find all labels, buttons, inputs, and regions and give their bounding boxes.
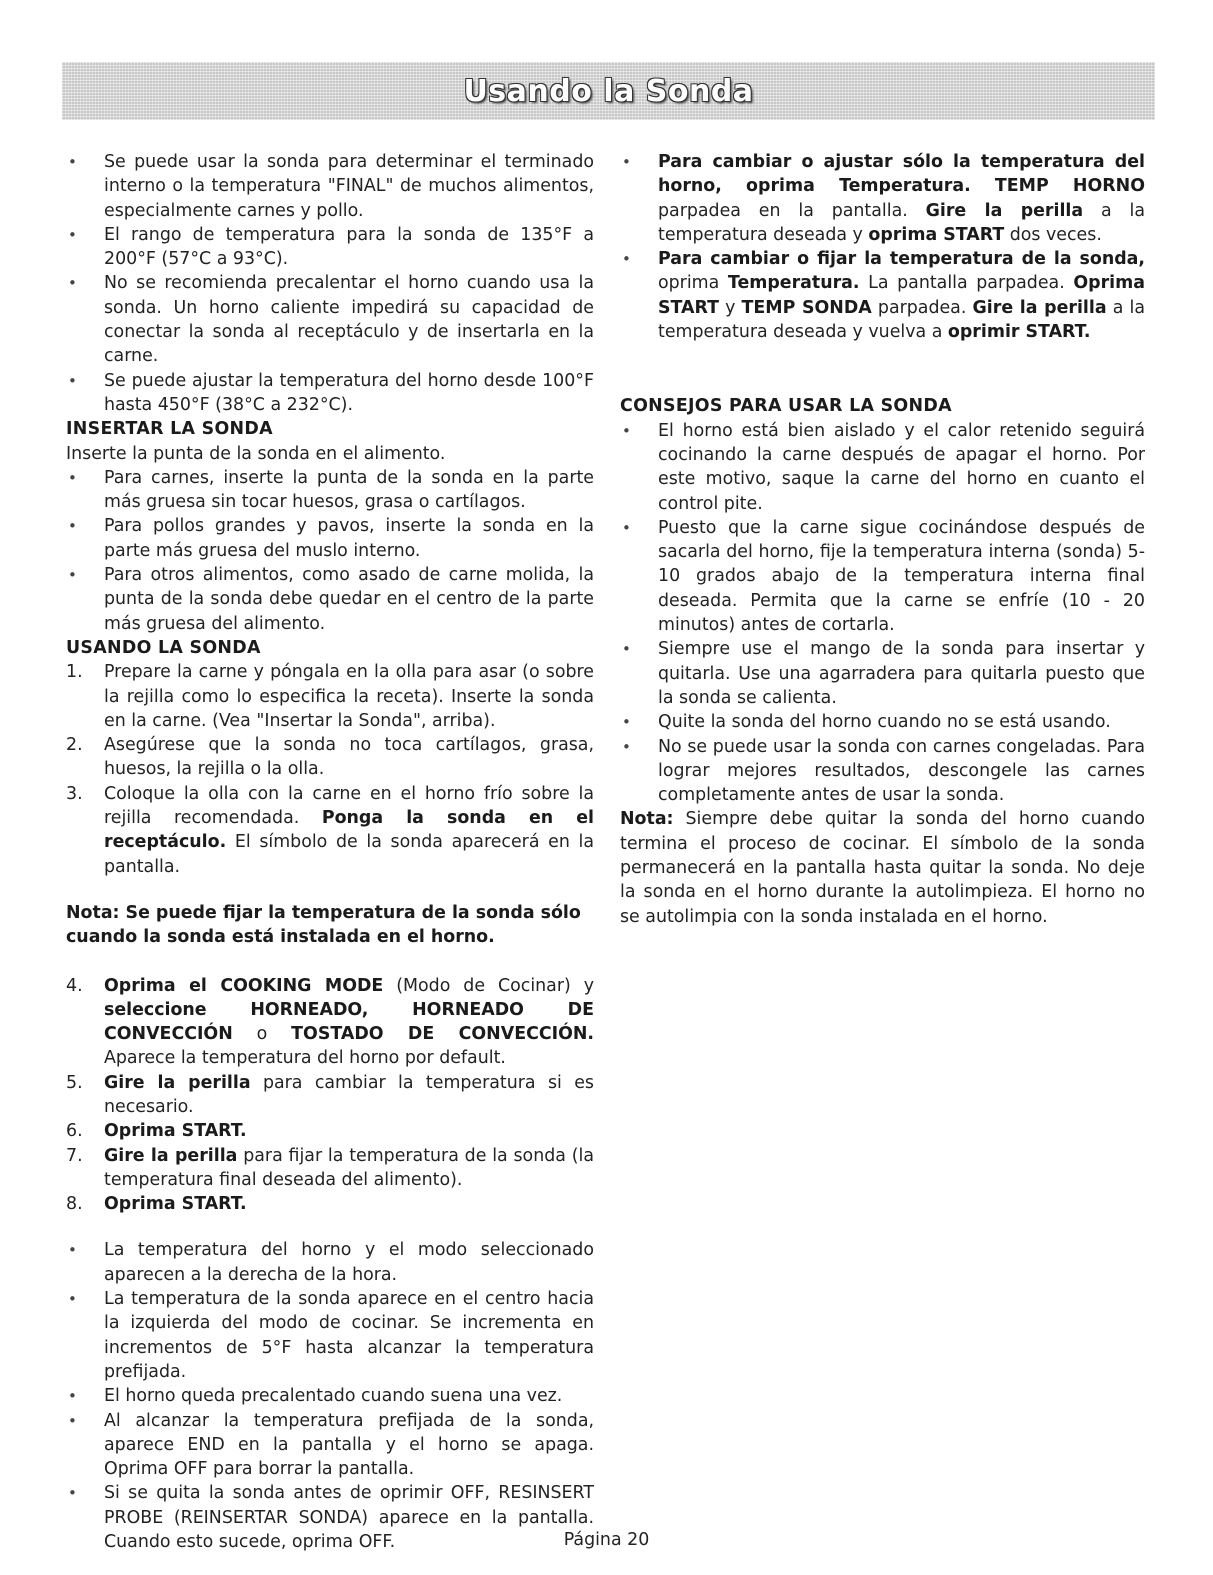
bold-text: Para cambiar o fijar la temperatura de la sonda,	[658, 249, 1145, 270]
note-probe-installed: Nota: Se puede fijar la temperatura de la sonda sólo cuando la sonda está instalada en el horno.	[66, 902, 581, 948]
using-probe-heading: USANDO LA SONDA	[66, 637, 261, 658]
list-item: • El horno está bien aislado y el calor retenido seguirá cocinando la carne después de apagar el horno. Por este motivo, saque la carne del horno en cuanto el control pite.	[620, 419, 1145, 516]
step-number: 1.	[66, 662, 83, 683]
final-bullet-list	[66, 1238, 594, 1554]
list-item: • El horno queda precalentado cuando suena una vez.	[66, 1384, 594, 1408]
step-item	[66, 782, 594, 879]
page-number: Página 20	[563, 1530, 650, 1550]
step-bold-text: Gire la perilla	[104, 1145, 238, 1166]
text: parpadea en la pantalla.	[658, 200, 908, 221]
intro-bullet-list	[66, 150, 594, 417]
bold-text: Gire la perilla	[972, 297, 1107, 318]
step-item	[66, 1071, 594, 1120]
bold-text: Gire la perilla	[925, 200, 1084, 221]
insert-probe-heading: INSERTAR LA SONDA	[66, 419, 273, 440]
list-item: • Se puede usar la sonda para determinar el terminado interno o la temperatura "FINAL" de muchos alimentos, especialmente carnes y pollo.	[66, 150, 594, 223]
step-item	[66, 1144, 594, 1193]
step-bold-text: Oprima el COOKING MODE	[104, 975, 384, 996]
list-item: • La temperatura del horno y el modo seleccionado aparecen a la derecha de la hora.	[66, 1238, 594, 1287]
list-item: • Quite la sonda del horno cuando no se está usando.	[620, 710, 1145, 734]
text: oprima	[658, 273, 720, 294]
list-item: • No se puede usar la sonda con carnes congeladas. Para lograr mejores resultados, descongele las carnes completamente antes de usar la sonda.	[620, 735, 1145, 808]
step-text: Coloque la olla con la carne en el horno frío sobre la rejilla recomendada.	[104, 783, 594, 829]
step-text: para cambiar la temperatura si es necesario.	[104, 1072, 594, 1117]
bold-text: Oprima START	[658, 273, 1145, 318]
bold-text: Para cambiar o ajustar sólo la temperatura del horno, oprima Temperatura. TEMP HORNO	[658, 152, 1145, 197]
list-item: • Para otros alimentos, como asado de carne molida, la punta de la sonda debe quedar en el centro de la parte más gruesa del alimento.	[66, 563, 594, 636]
step-number: 3.	[66, 783, 83, 804]
right-column	[620, 150, 1145, 929]
text: a la temperatura deseada y	[658, 200, 1145, 245]
step-text: o	[256, 1024, 268, 1045]
insert-probe-text: Inserte la punta de la sonda en el alimento.	[66, 443, 446, 464]
step-item	[66, 1119, 594, 1143]
text: parpadea.	[877, 297, 967, 318]
step-text: El símbolo de la sonda aparecerá en la pantalla.	[104, 832, 595, 877]
section-banner	[62, 62, 1155, 120]
step-text: Aparece la temperatura del horno por default.	[104, 1048, 506, 1069]
list-item: • Al alcanzar la temperatura prefijada de la sonda, aparece END en la pantalla y el horno se apaga. Oprima OFF para borrar la pantalla.	[66, 1409, 594, 1482]
bold-text: oprimir START.	[947, 322, 1091, 343]
note-remove-probe	[620, 807, 1145, 928]
list-item: • Puesto que la carne sigue cocinándose después de sacarla del horno, fije la temperatura interna (sonda) 5-10 grados abajo de la temperatura interna final deseada. Permita que la carne se enfríe (10 - 20 minutos) antes de cortarla.	[620, 516, 1145, 637]
step-bold-text: Gire la perilla	[104, 1072, 251, 1093]
steps-list-b	[66, 974, 594, 1217]
list-item	[620, 150, 1145, 247]
step-bold-text: Oprima START.	[104, 1121, 247, 1142]
tips-bullet-list	[620, 419, 1145, 808]
tips-heading: CONSEJOS PARA USAR LA SONDA	[620, 396, 952, 417]
step-number: 7.	[66, 1145, 83, 1166]
step-bold-text: Ponga la sonda en el receptáculo.	[104, 808, 595, 853]
left-column	[66, 150, 594, 1554]
bold-text: Temperatura.	[727, 273, 860, 294]
list-item: • El rango de temperatura para la sonda de 135°F a 200°F (57°C a 93°C).	[66, 223, 594, 272]
list-item: • Para carnes, inserte la punta de la sonda en la parte más gruesa sin tocar huesos, grasa o cartílagos.	[66, 466, 594, 515]
step-number: 4.	[66, 975, 83, 996]
change-temp-bullet-list	[620, 150, 1145, 344]
step-number: 2.	[66, 735, 83, 756]
list-item: • Se puede ajustar la temperatura del horno desde 100°F hasta 450°F (38°C a 232°C).	[66, 369, 594, 418]
step-text: para fijar la temperatura de la sonda (la temperatura final deseada del alimento).	[104, 1145, 594, 1190]
page-title: Usando la Sonda	[463, 73, 754, 109]
step-item	[66, 733, 594, 782]
note-text: Siempre debe quitar la sonda del horno cuando termina el proceso de cocinar. El símbolo de la sonda permanecerá en la pantalla hasta quitar la sonda. No deje la sonda en el horno durante la autolimpieza. El horno no se autolimpia con la sonda instalada en el horno.	[620, 809, 1146, 927]
step-number: 5.	[66, 1072, 83, 1093]
step-text: Prepare la carne y póngala en la olla para asar (o sobre la rejilla como lo especifica la receta). Inserte la sonda en la carne. (Vea "Insertar la Sonda", arriba).	[104, 662, 594, 731]
list-item: • Si se quita la sonda antes de oprimir OFF, RESINSERT PROBE (REINSERTAR SONDA) aparece en la pantalla. Cuando esto sucede, oprima OFF.	[66, 1481, 594, 1554]
text: y	[725, 297, 736, 318]
step-bold-text: Oprima START.	[104, 1194, 247, 1215]
step-item	[66, 974, 594, 1071]
bold-text: TEMP SONDA	[741, 297, 872, 318]
step-number: 8.	[66, 1194, 83, 1215]
step-bold-text: seleccione HORNEADO, HORNEADO DE CONVECCIÓN	[104, 999, 594, 1045]
list-item: • Siempre use el mango de la sonda para insertar y quitarla. Use una agarradera para quitarla puesto que la sonda se calienta.	[620, 637, 1145, 710]
note-label: Nota:	[620, 809, 674, 830]
step-item	[66, 660, 594, 733]
step-item	[66, 1192, 594, 1216]
step-text: (Modo de Cocinar) y	[396, 975, 595, 996]
list-item: • Para pollos grandes y pavos, inserte la sonda en la parte más gruesa del muslo interno.	[66, 514, 594, 563]
bold-text: oprima START	[868, 224, 1005, 245]
list-item: • La temperatura de la sonda aparece en el centro hacia la izquierda del modo de cocinar. Se incrementa en incrementos de 5°F hasta alcanzar la temperatura prefijada.	[66, 1287, 594, 1384]
steps-list-a	[66, 660, 594, 879]
step-number: 6.	[66, 1121, 83, 1142]
insert-bullet-list	[66, 466, 594, 636]
list-item: • No se recomienda precalentar el horno cuando usa la sonda. Un horno caliente impedirá su capacidad de conectar la sonda al receptáculo y de insertarla en la carne.	[66, 271, 594, 368]
step-bold-text: TOSTADO DE CONVECCIÓN.	[291, 1024, 595, 1045]
step-text: Asegúrese que la sonda no toca cartílagos, grasa, huesos, la rejilla o la olla.	[104, 735, 594, 780]
text: dos veces.	[1009, 224, 1102, 245]
text: a la temperatura deseada y vuelva a	[658, 297, 1145, 343]
text: La pantalla parpadea.	[868, 273, 1065, 294]
list-item	[620, 247, 1145, 344]
